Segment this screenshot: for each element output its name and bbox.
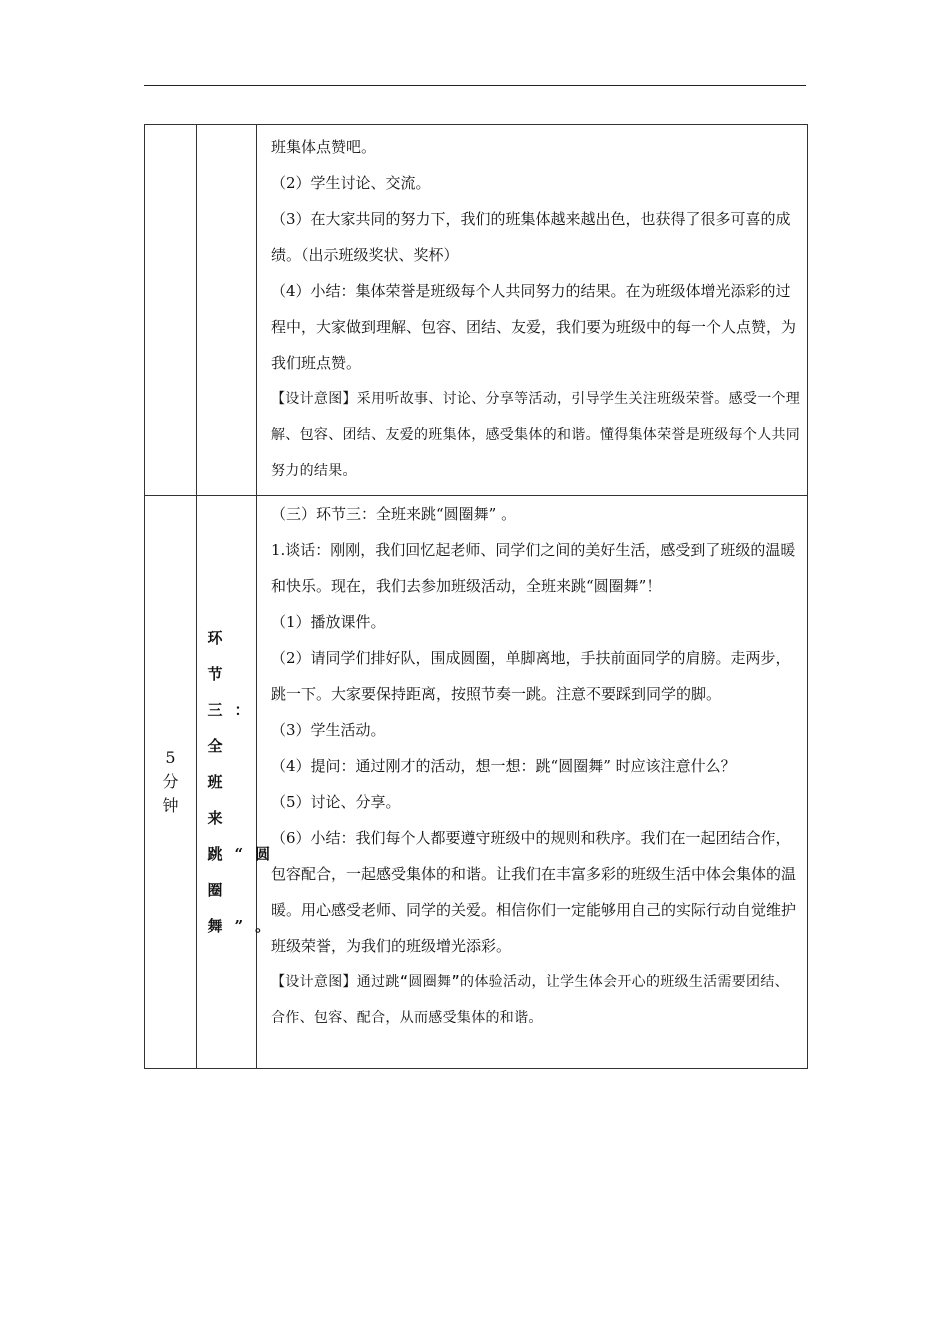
- table-row: [145, 125, 808, 496]
- step-cell: [197, 496, 283, 1069]
- duration-label: 5分钟: [162, 748, 179, 815]
- design-intent: 【设计意图】采用听故事、讨论、分享等活动，引导学生关注班级荣誉。感受一个理解、包容、团结、友爱的班集体，感受集体的和谐。懂得集体荣誉是班级每个人共同努力的结果。: [271, 391, 801, 479]
- paragraph: 班集体点赞吧。: [271, 138, 377, 156]
- paragraph: （6）小结：我们每个人都要遵守班级中的规则和秩序。我们在一起团结合作，包容配合，一起感受集体的和谐。让我们在丰富多彩的班级生活中体会集体的温暖。用心感受老师、同学的关爱。相信你们一定能够用自己的实际行动自觉维护班级荣誉，为我们的班级增光添彩。: [271, 829, 797, 955]
- content-cell: [257, 125, 808, 496]
- time-cell: [145, 125, 197, 496]
- paragraph: （4）小结：集体荣誉是班级每个人共同努力的结果。在为班级体增光添彩的过程中，大家做到理解、包容、团结、友爱，我们要为班级中的每一个人点赞，为我们班点赞。: [271, 282, 797, 372]
- step-cell: [197, 125, 257, 496]
- design-intent: 【设计意图】通过跳“圆圈舞”的体验活动，让学生体会开心的班级生活需要团结、合作、包容、配合，从而感受集体的和谐。: [271, 974, 789, 1026]
- paragraph: （2）请同学们排好队，围成圆圈，单脚离地，手扶前面同学的肩膀。走两步，跳一下。大家要保持距离，按照节奏一跳。注意不要踩到同学的脚。: [271, 649, 791, 703]
- header-rule: [144, 85, 806, 86]
- paragraph: （3）在大家共同的努力下，我们的班集体越来越出色，也获得了很多可喜的成绩。（出示班级奖状、奖杯）: [271, 210, 791, 264]
- paragraph: 1.谈话：刚刚，我们回忆起老师、同学们之间的美好生活，感受到了班级的温暖和快乐。现在，我们去参加班级活动，全班来跳“圆圈舞”！: [271, 541, 796, 595]
- paragraph: （三）环节三：全班来跳“圆圈舞” 。: [271, 505, 517, 523]
- paragraph: （5）讨论、分享。: [271, 793, 401, 811]
- lesson-plan-table: [144, 124, 808, 1069]
- paragraph: （3）学生活动。: [271, 721, 386, 739]
- table-row: [145, 496, 808, 1069]
- paragraph: （4）提问：通过刚才的活动，想一想：跳“圆圈舞” 时应该注意什么？: [271, 757, 736, 775]
- paragraph: （2）学生讨论、交流。: [271, 174, 431, 192]
- paragraph: （1）播放课件。: [271, 613, 386, 631]
- step-title: 环节三：全班来跳“圆圈舞”。: [207, 629, 283, 935]
- time-cell: [145, 496, 197, 1069]
- content-cell: [257, 496, 808, 1069]
